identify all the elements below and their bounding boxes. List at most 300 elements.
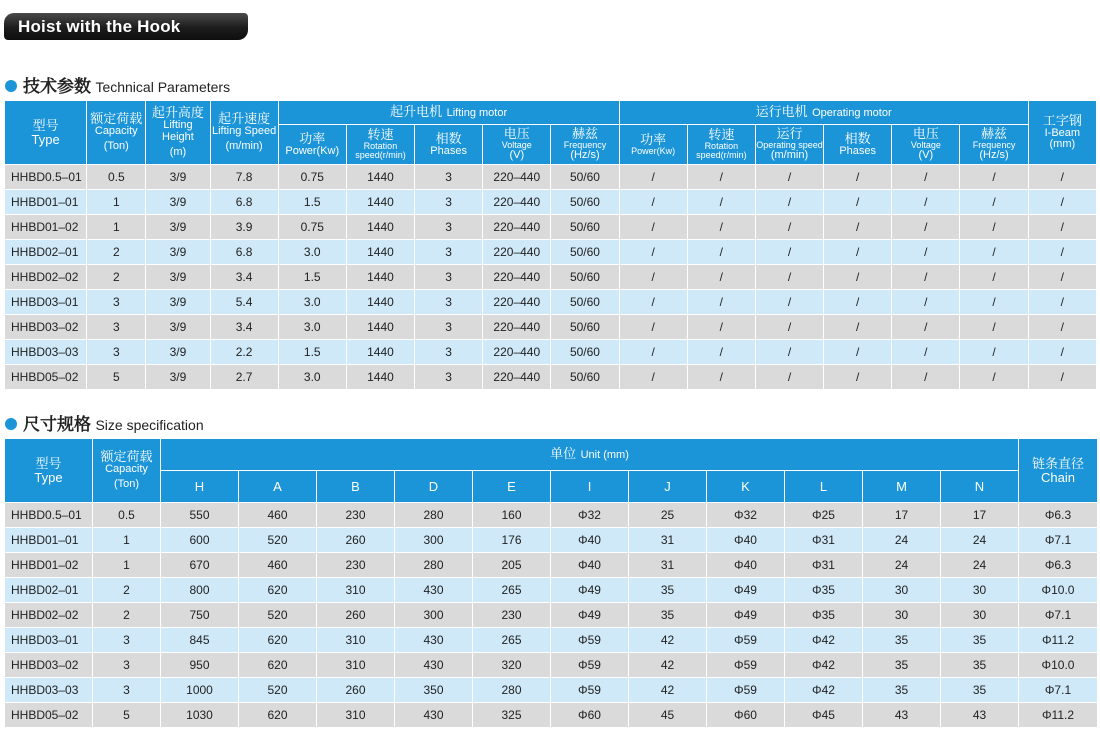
table-cell: Φ40 (707, 528, 785, 553)
header-om-rotation: 转速 Rotation speed(r/min) (687, 125, 755, 165)
table-cell: 3/9 (146, 215, 210, 240)
table-cell: 35 (629, 578, 707, 603)
table-cell: 3 (415, 190, 483, 215)
table-cell: 3/9 (146, 290, 210, 315)
table-cell: / (687, 190, 755, 215)
table-cell: / (824, 265, 892, 290)
size-table-row (5, 503, 1098, 528)
table-cell: 325 (473, 703, 551, 728)
table-cell: 50/60 (551, 165, 619, 190)
table-cell: / (687, 215, 755, 240)
table-cell: Φ6.3 (1019, 503, 1098, 528)
table-cell: 430 (395, 628, 473, 653)
table-cell: / (755, 290, 823, 315)
header-om-voltage: 电压 Voltage (V) (892, 125, 960, 165)
table-cell: 3 (87, 340, 146, 365)
table-cell: 30 (941, 578, 1019, 603)
table-cell: 160 (473, 503, 551, 528)
table-cell: 31 (629, 553, 707, 578)
table-cell: 430 (395, 578, 473, 603)
table-cell: / (1028, 340, 1096, 365)
table-cell: 24 (863, 553, 941, 578)
table-cell: 3 (93, 653, 161, 678)
table-cell: 0.75 (278, 215, 346, 240)
table-cell: 3 (415, 165, 483, 190)
header-ibeam: 工字钢 I-Beam (mm) (1028, 101, 1096, 165)
tech-table-row (5, 340, 1097, 365)
table-cell: / (619, 215, 687, 240)
table-cell: 220–440 (483, 315, 551, 340)
table-cell: 1 (87, 215, 146, 240)
table-cell: 3/9 (146, 165, 210, 190)
table-cell: 50/60 (551, 365, 619, 390)
table-cell: / (687, 365, 755, 390)
header-om-power: 功率 Power(Kw) (619, 125, 687, 165)
table-cell: 3.9 (210, 215, 278, 240)
tech-section-title (5, 76, 230, 98)
model-cell: HHBD03–01 (5, 628, 93, 653)
table-cell: Φ6.3 (1019, 553, 1098, 578)
table-cell: / (619, 315, 687, 340)
table-cell: 670 (161, 553, 239, 578)
table-cell: 3 (415, 315, 483, 340)
table-cell: 50/60 (551, 340, 619, 365)
table-cell: 600 (161, 528, 239, 553)
table-cell: Φ40 (551, 553, 629, 578)
table-cell: 45 (629, 703, 707, 728)
bullet-dot-icon (5, 80, 17, 92)
table-cell: 0.5 (93, 503, 161, 528)
table-cell: / (892, 290, 960, 315)
table-cell: 3/9 (146, 240, 210, 265)
table-cell: 35 (941, 653, 1019, 678)
header-lifting-motor: 起升电机 Lifting motor (278, 101, 619, 125)
header-model: 型号 Type (5, 101, 87, 165)
table-cell: 520 (239, 528, 317, 553)
table-cell: 30 (941, 603, 1019, 628)
table-cell: Φ31 (785, 553, 863, 578)
size-header-d: D (395, 471, 473, 503)
table-cell: 310 (317, 703, 395, 728)
table-cell: 50/60 (551, 315, 619, 340)
size-title-cn: 尺寸规格 (23, 415, 91, 434)
table-cell: 31 (629, 528, 707, 553)
header-om-operating: 运行 Operating speed (m/min) (755, 125, 823, 165)
table-cell: / (687, 340, 755, 365)
table-cell: 1 (93, 553, 161, 578)
table-cell: 35 (941, 678, 1019, 703)
table-cell: / (960, 315, 1028, 340)
table-cell: / (892, 190, 960, 215)
table-cell: Φ11.2 (1019, 703, 1098, 728)
table-cell: 1440 (346, 265, 414, 290)
table-cell: / (960, 265, 1028, 290)
table-cell: Φ60 (551, 703, 629, 728)
table-cell: Φ7.1 (1019, 603, 1098, 628)
table-cell: 220–440 (483, 365, 551, 390)
table-cell: 0.5 (87, 165, 146, 190)
table-cell: 30 (863, 603, 941, 628)
table-cell: 3/9 (146, 190, 210, 215)
model-cell: HHBD02–02 (5, 265, 87, 290)
model-cell: HHBD01–02 (5, 553, 93, 578)
table-cell: 350 (395, 678, 473, 703)
model-cell: HHBD02–01 (5, 578, 93, 603)
table-cell: 3 (415, 240, 483, 265)
table-cell: 220–440 (483, 340, 551, 365)
table-cell: 3.4 (210, 265, 278, 290)
table-cell: 1440 (346, 365, 414, 390)
table-cell: 2 (87, 240, 146, 265)
table-cell: / (619, 290, 687, 315)
table-cell: 800 (161, 578, 239, 603)
tech-table-row (5, 290, 1097, 315)
header-capacity: 额定荷载 Capacity (Ton) (87, 101, 146, 165)
table-cell: / (619, 265, 687, 290)
table-cell: 3.0 (278, 315, 346, 340)
table-cell: 520 (239, 603, 317, 628)
table-cell: 1000 (161, 678, 239, 703)
tech-table-row (5, 365, 1097, 390)
size-header-j: J (629, 471, 707, 503)
model-cell: HHBD05–02 (5, 365, 87, 390)
table-cell: 620 (239, 628, 317, 653)
table-cell: 1440 (346, 315, 414, 340)
table-cell: 30 (863, 578, 941, 603)
table-cell: 220–440 (483, 165, 551, 190)
table-cell: 1440 (346, 240, 414, 265)
size-header-chain: 链条直径 Chain (1019, 439, 1098, 503)
table-cell: / (755, 190, 823, 215)
table-cell: / (960, 340, 1028, 365)
size-header-k: K (707, 471, 785, 503)
table-cell: 260 (317, 678, 395, 703)
table-cell: / (1028, 165, 1096, 190)
table-cell: 35 (863, 678, 941, 703)
table-cell: 220–440 (483, 190, 551, 215)
header-lm-power: 功率 Power(Kw) (278, 125, 346, 165)
model-cell: HHBD01–01 (5, 528, 93, 553)
table-cell: 176 (473, 528, 551, 553)
page-banner (4, 13, 248, 40)
table-cell: 50/60 (551, 190, 619, 215)
table-cell: 310 (317, 653, 395, 678)
table-cell: 620 (239, 703, 317, 728)
table-cell: 230 (473, 603, 551, 628)
header-lifting-speed: 起升速度 Lifting Speed (m/min) (210, 101, 278, 165)
table-cell: 3 (93, 628, 161, 653)
table-cell: 50/60 (551, 265, 619, 290)
table-cell: Φ7.1 (1019, 528, 1098, 553)
table-cell: / (755, 215, 823, 240)
size-header-a: A (239, 471, 317, 503)
table-cell: / (619, 240, 687, 265)
table-cell: / (1028, 190, 1096, 215)
table-cell: 1 (93, 528, 161, 553)
table-cell: Φ49 (551, 578, 629, 603)
table-cell: 0.75 (278, 165, 346, 190)
table-cell: 6.8 (210, 190, 278, 215)
size-header-i: I (551, 471, 629, 503)
table-cell: / (1028, 290, 1096, 315)
table-cell: 1440 (346, 215, 414, 240)
table-cell: Φ25 (785, 503, 863, 528)
table-cell: 310 (317, 578, 395, 603)
table-cell: 280 (395, 553, 473, 578)
table-cell: 2 (93, 603, 161, 628)
size-table-row (5, 628, 1098, 653)
table-cell: 280 (395, 503, 473, 528)
table-cell: Φ32 (707, 503, 785, 528)
table-cell: 3.0 (278, 240, 346, 265)
table-cell: 24 (941, 553, 1019, 578)
table-cell: 320 (473, 653, 551, 678)
size-table-row (5, 578, 1098, 603)
size-table-row (5, 528, 1098, 553)
size-table-row (5, 603, 1098, 628)
table-cell: / (892, 365, 960, 390)
table-cell: / (1028, 215, 1096, 240)
size-header-e: E (473, 471, 551, 503)
table-cell: 5.4 (210, 290, 278, 315)
table-cell: 35 (941, 628, 1019, 653)
header-om-frequency: 赫兹 Frequency (Hz/s) (960, 125, 1028, 165)
table-cell: 265 (473, 578, 551, 603)
table-cell: / (687, 240, 755, 265)
table-cell: 50/60 (551, 215, 619, 240)
table-cell: 7.8 (210, 165, 278, 190)
table-cell: / (824, 190, 892, 215)
table-cell: 43 (863, 703, 941, 728)
table-cell: / (755, 365, 823, 390)
table-cell: 300 (395, 603, 473, 628)
size-table-row (5, 703, 1098, 728)
table-cell: 3/9 (146, 365, 210, 390)
bullet-dot-icon (5, 418, 17, 430)
model-cell: HHBD03–01 (5, 290, 87, 315)
table-cell: Φ42 (785, 678, 863, 703)
table-cell: 3.4 (210, 315, 278, 340)
table-cell: Φ45 (785, 703, 863, 728)
table-cell: Φ49 (551, 603, 629, 628)
table-cell: / (824, 340, 892, 365)
table-cell: Φ35 (785, 603, 863, 628)
table-cell: 430 (395, 703, 473, 728)
model-cell: HHBD01–01 (5, 190, 87, 215)
tech-table-row (5, 190, 1097, 215)
table-cell: 1440 (346, 165, 414, 190)
table-cell: 620 (239, 653, 317, 678)
table-cell: 1440 (346, 340, 414, 365)
table-cell: 35 (863, 628, 941, 653)
table-cell: / (687, 315, 755, 340)
table-cell: Φ11.2 (1019, 628, 1098, 653)
table-cell: Φ42 (785, 628, 863, 653)
table-cell: 260 (317, 603, 395, 628)
table-cell: 1.5 (278, 190, 346, 215)
table-cell: Φ40 (707, 553, 785, 578)
size-header-unit: 单位 Unit (mm) (161, 439, 1019, 471)
table-cell: 1 (87, 190, 146, 215)
table-cell: 35 (629, 603, 707, 628)
table-cell: / (824, 290, 892, 315)
table-cell: 230 (317, 553, 395, 578)
table-cell: Φ49 (707, 578, 785, 603)
table-cell: / (824, 365, 892, 390)
table-cell: 220–440 (483, 215, 551, 240)
table-cell: 3 (93, 678, 161, 703)
table-cell: 1.5 (278, 340, 346, 365)
table-cell: 3 (87, 315, 146, 340)
tech-table-row (5, 315, 1097, 340)
table-cell: 35 (863, 653, 941, 678)
table-cell: 280 (473, 678, 551, 703)
size-header-model: 型号 Type (5, 439, 93, 503)
table-cell: Φ32 (551, 503, 629, 528)
table-cell: / (824, 215, 892, 240)
table-cell: / (755, 165, 823, 190)
tech-table-row (5, 165, 1097, 190)
table-cell: 1030 (161, 703, 239, 728)
table-cell: / (619, 190, 687, 215)
table-cell: / (892, 340, 960, 365)
table-cell: 220–440 (483, 290, 551, 315)
table-cell: Φ49 (707, 603, 785, 628)
table-cell: 3.0 (278, 290, 346, 315)
table-cell: / (892, 240, 960, 265)
table-cell: 520 (239, 678, 317, 703)
table-cell: / (892, 165, 960, 190)
table-cell: 550 (161, 503, 239, 528)
size-specification-table (4, 438, 1098, 728)
size-section-title (5, 414, 204, 436)
table-cell: 3/9 (146, 315, 210, 340)
size-header-m: M (863, 471, 941, 503)
table-cell: / (687, 265, 755, 290)
table-cell: 460 (239, 553, 317, 578)
table-cell: 3 (415, 215, 483, 240)
model-cell: HHBD03–03 (5, 340, 87, 365)
table-cell: 50/60 (551, 240, 619, 265)
table-cell: / (960, 365, 1028, 390)
table-cell: 430 (395, 653, 473, 678)
table-cell: / (755, 265, 823, 290)
table-cell: / (960, 290, 1028, 315)
table-cell: / (824, 315, 892, 340)
table-cell: 260 (317, 528, 395, 553)
table-cell: / (960, 215, 1028, 240)
tech-table-row (5, 215, 1097, 240)
table-cell: 3/9 (146, 265, 210, 290)
table-cell: / (960, 240, 1028, 265)
table-cell: / (619, 365, 687, 390)
header-lm-rotation: 转速 Rotation speed(r/min) (346, 125, 414, 165)
model-cell: HHBD05–02 (5, 703, 93, 728)
header-operating-motor: 运行电机 Operating motor (619, 101, 1028, 125)
table-cell: 25 (629, 503, 707, 528)
table-cell: / (619, 165, 687, 190)
table-cell: 3 (87, 290, 146, 315)
table-cell: / (824, 240, 892, 265)
table-cell: 3 (415, 265, 483, 290)
size-table-row (5, 653, 1098, 678)
tech-title-cn: 技术参数 (23, 77, 91, 96)
table-cell: Φ31 (785, 528, 863, 553)
table-cell: Φ10.0 (1019, 653, 1098, 678)
size-header-n: N (941, 471, 1019, 503)
model-cell: HHBD02–02 (5, 603, 93, 628)
model-cell: HHBD01–02 (5, 215, 87, 240)
table-cell: 24 (941, 528, 1019, 553)
header-lifting-height: 起升高度 Lifting Height (m) (146, 101, 210, 165)
table-cell: / (960, 190, 1028, 215)
table-cell: 265 (473, 628, 551, 653)
table-cell: / (755, 315, 823, 340)
table-cell: 2.7 (210, 365, 278, 390)
table-cell: Φ59 (551, 653, 629, 678)
model-cell: HHBD03–02 (5, 653, 93, 678)
table-cell: 5 (87, 365, 146, 390)
table-cell: Φ35 (785, 578, 863, 603)
size-header-h: H (161, 471, 239, 503)
table-cell: / (1028, 365, 1096, 390)
model-cell: HHBD03–02 (5, 315, 87, 340)
model-cell: HHBD0.5–01 (5, 503, 93, 528)
table-cell: 220–440 (483, 240, 551, 265)
table-cell: / (755, 240, 823, 265)
header-lm-frequency: 赫兹 Frequency (Hz/s) (551, 125, 619, 165)
table-cell: 3 (415, 365, 483, 390)
tech-table-row (5, 265, 1097, 290)
table-cell: / (687, 290, 755, 315)
table-cell: 220–440 (483, 265, 551, 290)
table-cell: 17 (941, 503, 1019, 528)
model-cell: HHBD03–03 (5, 678, 93, 703)
table-cell: Φ59 (707, 678, 785, 703)
table-cell: 2 (87, 265, 146, 290)
size-table-row (5, 553, 1098, 578)
table-cell: / (824, 165, 892, 190)
table-cell: / (1028, 240, 1096, 265)
table-cell: 6.8 (210, 240, 278, 265)
table-cell: 24 (863, 528, 941, 553)
tech-title-en: Technical Parameters (95, 79, 231, 95)
table-cell: / (892, 215, 960, 240)
header-lm-voltage: 电压 Voltage (V) (483, 125, 551, 165)
table-cell: 1440 (346, 290, 414, 315)
table-cell: Φ42 (785, 653, 863, 678)
table-cell: 950 (161, 653, 239, 678)
table-cell: / (755, 340, 823, 365)
table-cell: 43 (941, 703, 1019, 728)
size-header-capacity: 额定荷载 Capacity (Ton) (93, 439, 161, 503)
table-cell: Φ59 (707, 628, 785, 653)
table-cell: / (619, 340, 687, 365)
size-title-en: Size specification (95, 417, 204, 433)
header-lm-phases: 相数 Phases (415, 125, 483, 165)
table-cell: / (892, 315, 960, 340)
table-cell: / (1028, 265, 1096, 290)
table-cell: 230 (317, 503, 395, 528)
table-cell: Φ59 (707, 653, 785, 678)
table-cell: 750 (161, 603, 239, 628)
model-cell: HHBD0.5–01 (5, 165, 87, 190)
table-cell: 42 (629, 653, 707, 678)
table-cell: Φ7.1 (1019, 678, 1098, 703)
model-cell: HHBD02–01 (5, 240, 87, 265)
table-cell: 1440 (346, 190, 414, 215)
header-om-phases: 相数 Phases (824, 125, 892, 165)
